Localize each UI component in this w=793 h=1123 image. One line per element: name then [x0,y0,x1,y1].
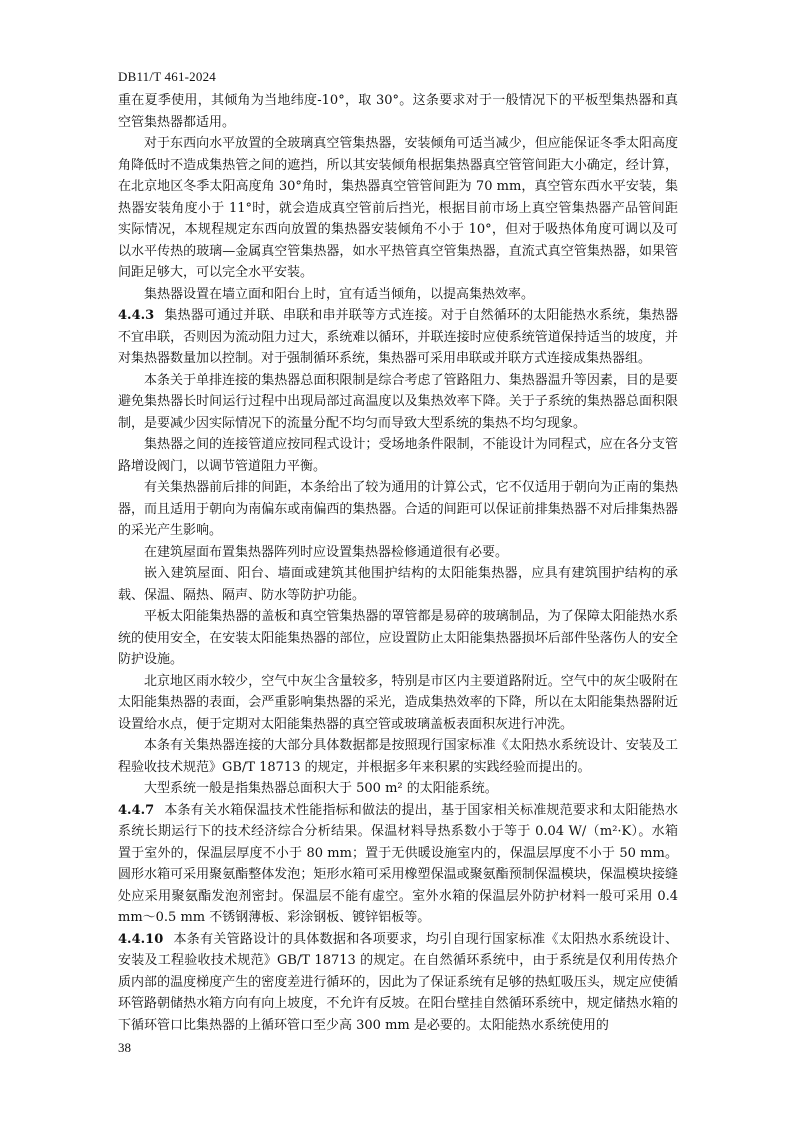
page-body [118,90,678,1036]
paragraph: 北京地区雨水较少，空气中灰尘含量较多，特别是市区内主要道路附近。空气中的灰尘吸附在太阳能集热器的表面，会严重影响集热器的采光，造成集热效率的下降，所以在太阳能集热器附近设置给水点，便于定期对太阳能集热器的真空管或玻璃盖板表面积灰进行冲洗。 [118,673,678,732]
paragraph: 集热器设置在墙立面和阳台上时，宜有适当倾角，以提高集热效率。 [144,286,535,302]
section-4-4-3 [118,305,678,370]
section-text: 集热器可通过并联、串联和串并联等方式连接。对于自然循环的太阳能热水系统，集热器不宜串联，否则因为流动阻力过大，系统难以循环，并联连接时应使系统管道保持适当的坡度，并对集热器数量加以控制。对于强制循环系统，集热器可采用串联或并联方式连接成集热器组。 [118,308,678,366]
section-4-4-10 [118,929,678,1037]
section-number: 4.4.10 [118,931,164,947]
section-number: 4.4.7 [118,802,155,818]
paragraph: 平板太阳能集热器的盖板和真空管集热器的罩管都是易碎的玻璃制品，为了保障太阳能热水系统的使用安全，在安装太阳能集热器的部位，应设置防止太阳能集热器损坏后部件坠落伤人的安全防护设施。 [118,609,678,667]
paragraph: 本条有关集热器连接的大部分具体数据都是按照现行国家标准《太阳热水系统设计、安装及工程验收技术规范》GB/T 18713 的规定，并根据多年来积累的实践经验而提出的。 [118,738,678,775]
section-text: 本条有关水箱保温技术性能指标和做法的提出，基于国家相关标准规范要求和太阳能热水系统长期运行下的技术经济综合分析结果。保温材料导热系数小于等于 0.04 W/（m²·K）。水箱置于室外的，保温层厚度不小于 80 mm；置于无供暖设施室内的，保温层厚度不小于 50 mm。圆形水箱可采用聚氨酯整体发泡；矩形水箱可采用橡塑保温或聚氨酯预制保温模块，保温模块接缝处应采用聚氨酯发泡剂密封。保温层不能有虚空。室外水箱的保温层外防护材料一般可采用 0.4 mm～0.5 mm 不锈钢薄板、彩涂钢板、镀锌铝板等。 [118,802,678,925]
section-4-4-7 [118,800,678,929]
paragraph: 嵌入建筑屋面、阳台、墙面或建筑其他围护结构的太阳能集热器，应具有建筑围护结构的承载、保温、隔热、隔声、防水等防护功能。 [118,566,678,603]
section-number: 4.4.3 [118,308,155,323]
paragraph: 集热器之间的连接管道应按同程式设计；受场地条件限制，不能设计为同程式，应在各分支管路增设阀门，以调节管道阻力平衡。 [118,437,678,474]
paragraph: 本条关于单排连接的集热器总面积限制是综合考虑了管路阻力、集热器温升等因素，目的是要避免集热器长时间运行过程中出现局部过高温度以及集热效率下降。关于子系统的集热器总面积限制，是要减少因实际情况下的流量分配不均匀而导致大型系统的集热不均匀现象。 [118,372,678,431]
paragraph: 对于东西向水平放置的全玻璃真空管集热器，安装倾角可适当减少，但应能保证冬季太阳高度角降低时不造成集热管之间的遮挡，所以其安装倾角根据集热器真空管管间距大小确定，经计算，在北京地区冬季太阳高度角 30°角时，集热器真空管管间距为 70 mm，真空管东西水平安装，集热器安装角度小于 11°时，就会造成真空管前后挡光，根据目前市场上真空管集热器产品管间距实际情况，本规程规定东西向放置的集热器安装倾角不小于 10°，但对于吸热体角度可调以及可以水平传热的玻璃—金属真空管集热器，如水平热管真空管集热器，直流式真空管集热器，如果管间距足够大，可以完全水平安装。 [118,136,678,280]
paragraph: 大型系统一般是指集热器总面积大于 500 m² 的太阳能系统。 [144,781,498,796]
page-number: 38 [118,1040,131,1055]
section-text: 本条有关管路设计的具体数据和各项要求，均引自现行国家标准《太阳热水系统设计、安装及工程验收技术规范》GB/T 18713 的规定。在自然循环系统中，由于系统是仅利用传热介质内部的温度梯度产生的密度差进行循环的，因此为了保证系统有足够的热虹吸压头，规定应使循环管路朝储热水箱方向有向上坡度，不允许有反坡。在阳台壁挂自然循环系统中，规定储热水箱的下循环管口比集热器的上循环管口至少高 300 mm 是必要的。太阳能热水系统使用的 [118,931,678,1033]
paragraph: 重在夏季使用，其倾角为当地纬度-10°，取 30°。这条要求对于一般情况下的平板型集热器和真空管集热器都适用。 [118,93,678,130]
paragraph: 有关集热器前后排的间距，本条给出了较为通用的计算公式，它不仅适用于朝向为正南的集热器，而且适用于朝向为南偏东或南偏西的集热器。合适的间距可以保证前排集热器不对后排集热器的采光产生影响。 [118,480,678,538]
paragraph: 在建筑屋面布置集热器阵列时应设置集热器检修通道很有必要。 [144,544,509,560]
document-id-header: DB11/T 461-2024 [118,69,216,84]
